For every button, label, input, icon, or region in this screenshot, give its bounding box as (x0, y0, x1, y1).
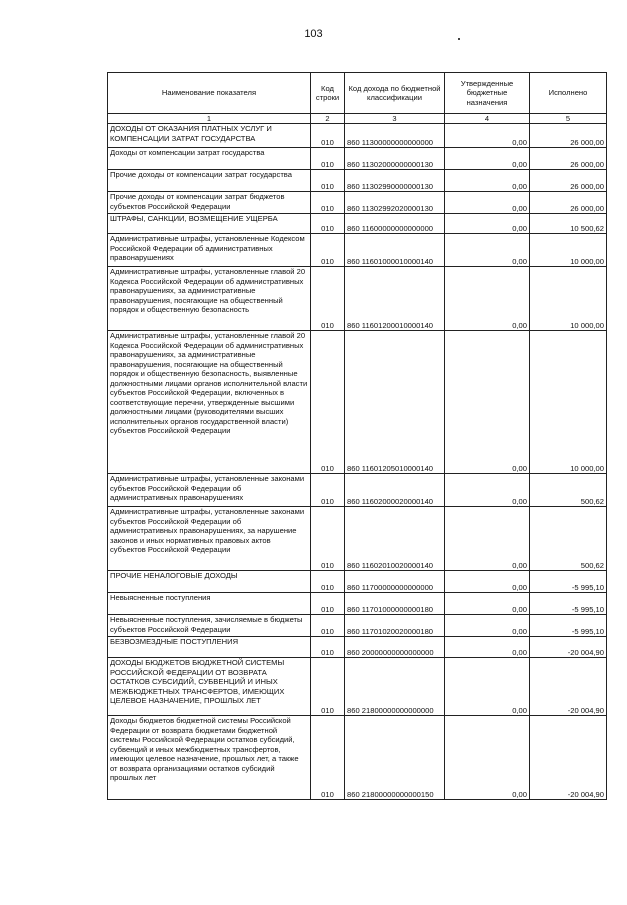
column-number-row (108, 114, 607, 124)
row-income-code: 860 11302992020000130 (345, 192, 445, 214)
row-line-code: 010 (311, 615, 345, 637)
row-line-code: 010 (311, 658, 345, 716)
table-row (108, 192, 607, 214)
row-income-code: 860 11601200010000140 (345, 267, 445, 331)
row-approved: 0,00 (445, 148, 530, 170)
row-executed: 26 000,00 (530, 124, 607, 148)
row-name: Невыясненные поступления (108, 593, 311, 615)
row-income-code: 860 11701000000000180 (345, 593, 445, 615)
col-number-2: 2 (311, 114, 345, 124)
row-line-code: 010 (311, 507, 345, 571)
table-row (108, 615, 607, 637)
row-approved: 0,00 (445, 571, 530, 593)
row-name: Прочие доходы от компенсации затрат государства (108, 170, 311, 192)
row-line-code: 010 (311, 124, 345, 148)
row-income-code: 860 11602010020000140 (345, 507, 445, 571)
row-name: ДОХОДЫ ОТ ОКАЗАНИЯ ПЛАТНЫХ УСЛУГ И КОМПЕНСАЦИИ ЗАТРАТ ГОСУДАРСТВА (108, 124, 311, 148)
row-executed: 10 000,00 (530, 267, 607, 331)
row-income-code: 860 11302990000000130 (345, 170, 445, 192)
table-row (108, 170, 607, 192)
table-row (108, 124, 607, 148)
row-name: Административные штрафы, установленные главой 20 Кодекса Российской Федерации об административных правонарушениях, за административные правонарушения, посягающие на общественный порядок и общественную безопасность, выявленные должностными лицами органов исполнительной власти субъектов Российской Федерации, включенных в соответствующие перечни, утвержденные высшими должностными лицами (руководителями высших исполнительных органов государственной власти) субъектов Российской Федерации (108, 331, 311, 474)
scan-speck (458, 38, 460, 40)
row-approved: 0,00 (445, 170, 530, 192)
row-income-code: 860 11700000000000000 (345, 571, 445, 593)
col-number-5: 5 (530, 114, 607, 124)
row-income-code: 860 11601205010000140 (345, 331, 445, 474)
row-name: Административные штрафы, установленные Кодексом Российской Федерации об административных правонарушениях (108, 234, 311, 267)
row-name: ШТРАФЫ, САНКЦИИ, ВОЗМЕЩЕНИЕ УЩЕРБА (108, 214, 311, 234)
row-approved: 0,00 (445, 637, 530, 658)
row-line-code: 010 (311, 267, 345, 331)
row-income-code: 860 11602000020000140 (345, 474, 445, 507)
row-line-code: 010 (311, 331, 345, 474)
row-approved: 0,00 (445, 658, 530, 716)
col-header-approved: Утвержденные бюджетные назначения (445, 73, 530, 114)
page-number: 103 (304, 28, 323, 40)
row-executed: -5 995,10 (530, 615, 607, 637)
col-number-3: 3 (345, 114, 445, 124)
table-header-row (108, 73, 607, 114)
row-executed: -5 995,10 (530, 571, 607, 593)
row-approved: 0,00 (445, 192, 530, 214)
col-header-name: Наименование показателя (108, 73, 311, 114)
row-name: Административные штрафы, установленные законами субъектов Российской Федерации об административных правонарушениях (108, 474, 311, 507)
row-name: Доходы бюджетов бюджетной системы Российской Федерации от возврата бюджетами бюджетной системы Российской Федерации остатков субсидий, субвенций и иных межбюджетных трансфертов, имеющих целевое назначение, прошлых лет, а также от возврата организациями остатков субсидий прошлых лет (108, 716, 311, 800)
row-line-code: 010 (311, 192, 345, 214)
row-executed: 500,62 (530, 507, 607, 571)
table-row (108, 507, 607, 571)
col-header-line-code: Код строки (311, 73, 345, 114)
row-executed: 500,62 (530, 474, 607, 507)
row-executed: 26 000,00 (530, 148, 607, 170)
row-approved: 0,00 (445, 267, 530, 331)
income-report-table (107, 72, 607, 800)
row-name: Административные штрафы, установленные законами субъектов Российской Федерации об административных правонарушениях, за нарушение законов и иных нормативных правовых актов субъектов Российской Федерации (108, 507, 311, 571)
row-executed: -20 004,90 (530, 658, 607, 716)
row-approved: 0,00 (445, 716, 530, 800)
table-row (108, 148, 607, 170)
row-income-code: 860 21800000000000000 (345, 658, 445, 716)
row-line-code: 010 (311, 593, 345, 615)
row-line-code: 010 (311, 637, 345, 658)
row-name: БЕЗВОЗМЕЗДНЫЕ ПОСТУПЛЕНИЯ (108, 637, 311, 658)
row-approved: 0,00 (445, 234, 530, 267)
row-approved: 0,00 (445, 214, 530, 234)
col-header-income-code: Код дохода по бюджетной классификации (345, 73, 445, 114)
row-name: Административные штрафы, установленные главой 20 Кодекса Российской Федерации об административных правонарушениях, за административные правонарушения, посягающие на общественный порядок и общественную безопасность (108, 267, 311, 331)
table-row (108, 593, 607, 615)
row-income-code: 860 20000000000000000 (345, 637, 445, 658)
row-name: Прочие доходы от компенсации затрат бюджетов субъектов Российской Федерации (108, 192, 311, 214)
table-row (108, 716, 607, 800)
row-approved: 0,00 (445, 593, 530, 615)
row-income-code: 860 11302000000000130 (345, 148, 445, 170)
row-executed: 10 000,00 (530, 331, 607, 474)
row-approved: 0,00 (445, 474, 530, 507)
col-header-executed: Исполнено (530, 73, 607, 114)
row-executed: 26 000,00 (530, 192, 607, 214)
row-name: ДОХОДЫ БЮДЖЕТОВ БЮДЖЕТНОЙ СИСТЕМЫ РОССИЙСКОЙ ФЕДЕРАЦИИ ОТ ВОЗВРАТА ОСТАТКОВ СУБСИДИЙ, СУБВЕНЦИЙ И ИНЫХ МЕЖБЮДЖЕТНЫХ ТРАНСФЕРТОВ, ИМЕЮЩИХ ЦЕЛЕВОЕ НАЗНАЧЕНИЕ, ПРОШЛЫХ ЛЕТ (108, 658, 311, 716)
table-row (108, 571, 607, 593)
row-approved: 0,00 (445, 331, 530, 474)
row-executed: -20 004,90 (530, 716, 607, 800)
row-line-code: 010 (311, 474, 345, 507)
row-approved: 0,00 (445, 124, 530, 148)
table-row (108, 474, 607, 507)
row-name: Доходы от компенсации затрат государства (108, 148, 311, 170)
row-line-code: 010 (311, 716, 345, 800)
row-name: Невыясненные поступления, зачисляемые в бюджеты субъектов Российской Федерации (108, 615, 311, 637)
row-income-code: 860 11300000000000000 (345, 124, 445, 148)
row-line-code: 010 (311, 170, 345, 192)
row-line-code: 010 (311, 234, 345, 267)
row-executed: 10 000,00 (530, 234, 607, 267)
table-row (108, 637, 607, 658)
row-income-code: 860 11600000000000000 (345, 214, 445, 234)
row-approved: 0,00 (445, 615, 530, 637)
row-line-code: 010 (311, 148, 345, 170)
row-executed: -20 004,90 (530, 637, 607, 658)
col-number-1: 1 (108, 114, 311, 124)
row-executed: 10 500,62 (530, 214, 607, 234)
row-line-code: 010 (311, 571, 345, 593)
table-row (108, 214, 607, 234)
row-income-code: 860 11701020020000180 (345, 615, 445, 637)
row-executed: -5 995,10 (530, 593, 607, 615)
row-name: ПРОЧИЕ НЕНАЛОГОВЫЕ ДОХОДЫ (108, 571, 311, 593)
table-row (108, 331, 607, 474)
row-income-code: 860 21800000000000150 (345, 716, 445, 800)
row-line-code: 010 (311, 214, 345, 234)
table-row (108, 658, 607, 716)
col-number-4: 4 (445, 114, 530, 124)
table-row (108, 234, 607, 267)
row-income-code: 860 11601000010000140 (345, 234, 445, 267)
table-row (108, 267, 607, 331)
row-executed: 26 000,00 (530, 170, 607, 192)
row-approved: 0,00 (445, 507, 530, 571)
